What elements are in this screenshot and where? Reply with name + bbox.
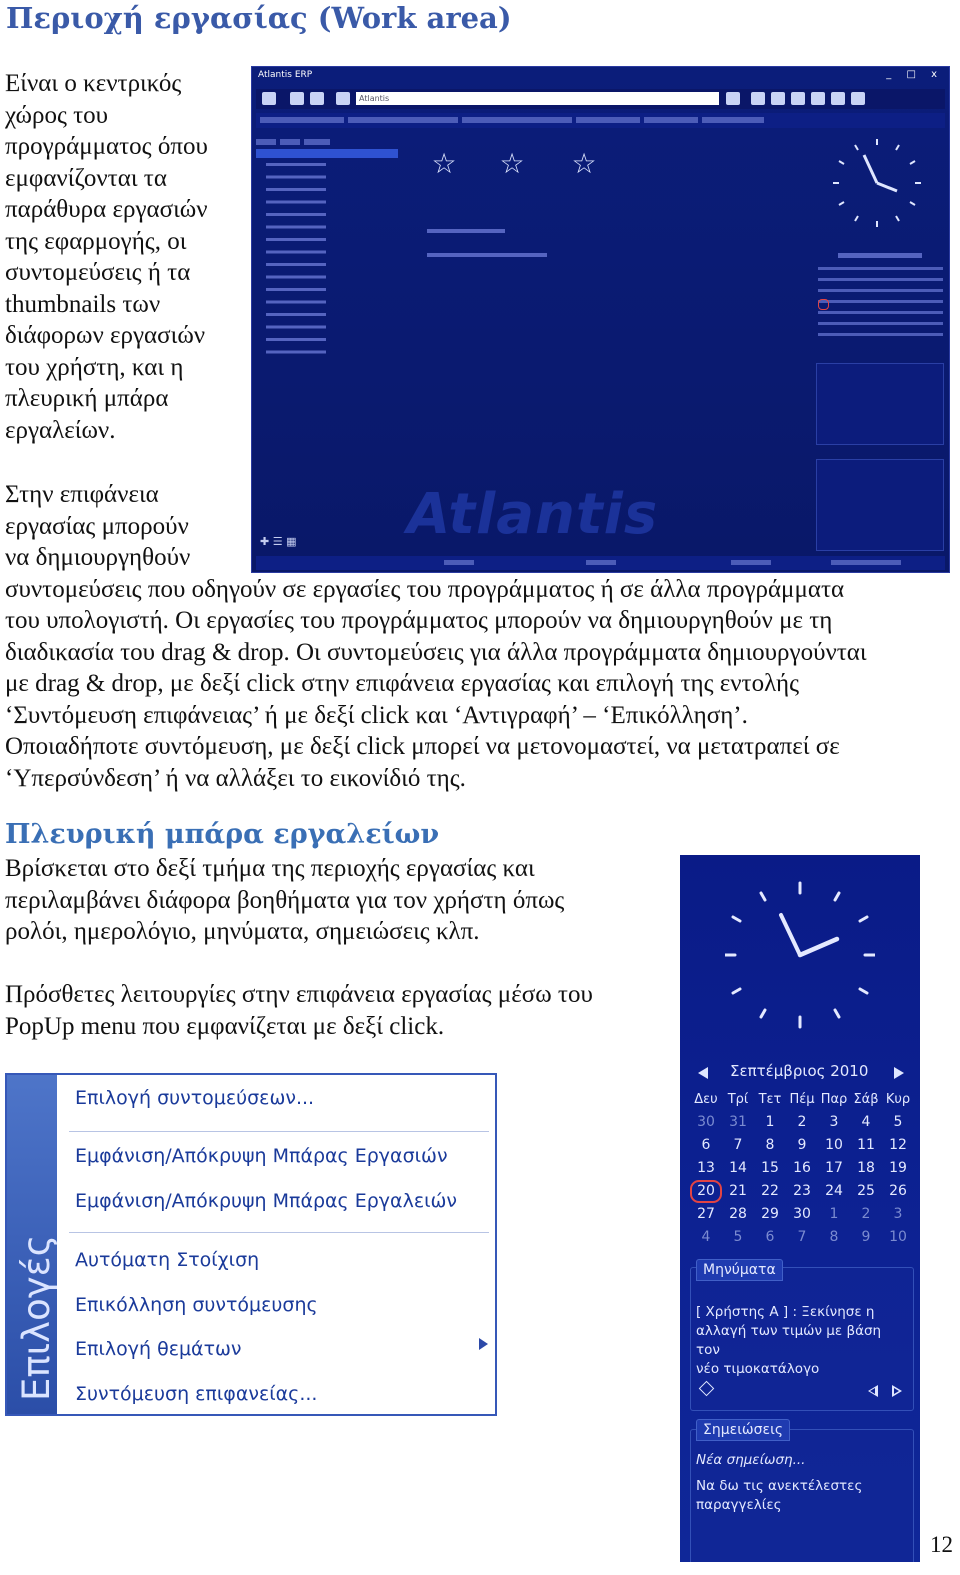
hour-hand [800,939,837,955]
text-line: συντομεύσεις ή τα [5,259,191,286]
status-field [586,560,616,565]
submenu-arrow-icon [479,1338,488,1350]
tool-icon[interactable] [751,92,765,105]
task-tab[interactable] [462,117,572,123]
calendar-week-row [690,1203,914,1226]
watermark-logo: Atlantis [407,482,659,547]
next-message-icon-inner [894,1388,899,1394]
task-tab[interactable] [702,117,764,123]
calendar-day[interactable]: 1 [765,1114,775,1130]
message-line: αλλαγή των τιμών με βάση τον [696,1323,882,1358]
calendar-day[interactable]: 31 [729,1114,747,1130]
calendar-day[interactable]: 27 [697,1206,715,1222]
text-line: ρολόι, ημερολόγιο, μηνύματα, σημειώσεις κλπ. [5,918,480,945]
text-line: να δημιουργηθούν [5,544,191,571]
calendar-day[interactable]: 8 [765,1137,775,1153]
popup-menu [5,1073,497,1416]
calendar-grid [690,1088,914,1249]
new-note-link[interactable]: Νέα σημείωση... [696,1452,806,1468]
weekday-label: Πέμ [789,1092,815,1107]
sidebar-paragraph [5,853,665,948]
text-line: του χρήστη, και η [5,353,184,381]
menu-separator [69,1232,489,1233]
calendar-today[interactable]: 20 [690,1180,722,1203]
mini-today-marker [818,299,829,310]
weekday-label: Κυρ [885,1092,911,1107]
text-line: πλευρική μπάρα [5,385,169,412]
section-heading-sidebar: Πλευρική μπάρα εργαλείων [5,819,440,850]
star-icon[interactable]: ☆ [499,147,525,180]
text-line: προγράμματος όπου [5,133,208,160]
calendar-day[interactable]: 10 [889,1229,907,1245]
text-line: περιλαμβάνει διάφορα βοηθήματα για τον χρήστη όπως [5,886,565,914]
navigation-list[interactable] [266,163,326,363]
calendar-week-row [690,1157,914,1180]
menu-item-auto-arrange[interactable]: Αυτόματη Στοίχιση [75,1249,260,1271]
text-line: Βρίσκεται στο δεξί τμήμα της περιοχής εργασίας και [5,855,535,882]
notes-tab[interactable]: Σημειώσεις [696,1419,790,1441]
calendar-next-icon[interactable] [894,1067,904,1079]
calendar-week-row [690,1226,914,1249]
calendar-week-row [690,1134,914,1157]
calendar-week-row [690,1111,914,1134]
menu-item-toggle-taskbar[interactable]: Εμφάνιση/Απόκρυψη Μπάρας Εργασιών [75,1145,448,1167]
task-tab[interactable] [644,117,698,123]
task-tab[interactable] [260,117,344,123]
forward-icon[interactable] [310,92,324,105]
calendar-day[interactable]: 17 [825,1160,843,1176]
star-icon[interactable]: ☆ [571,147,597,180]
navigation-panel [256,137,398,537]
calendar-day[interactable]: 7 [733,1137,743,1153]
mini-notes-panel [816,459,944,551]
text-line: thumbnails των [5,290,161,318]
calendar-day[interactable]: 6 [765,1229,775,1245]
shortcut-caption [427,253,547,257]
shortcut-caption [427,229,505,233]
calendar-weekday-row [690,1088,914,1111]
calendar-day[interactable]: 2 [861,1206,871,1222]
mini-clock [827,133,927,233]
calendar-day[interactable]: 16 [793,1160,811,1176]
calendar-day[interactable]: 3 [829,1114,839,1130]
text-line: διαδικασία του drag & drop. Οι συντομεύσεις για άλλα προγράμματα δημιουργούνται [5,638,867,666]
search-input[interactable]: Atlantis [356,92,719,105]
text-line: εμφανίζονται τα [5,164,167,192]
menu-side-label: Επιλογές [15,1234,58,1401]
navigation-tab[interactable] [280,139,300,145]
calendar-day[interactable]: 4 [861,1114,871,1130]
text-line: ‘Συντόμευση επιφάνειας’ ή με δεξί click και ‘Αντιγραφή’ – ‘Επικόλληση’. [5,701,748,729]
calendar-week-row [690,1180,914,1203]
calendar-day[interactable]: 5 [733,1229,743,1245]
popup-paragraph [5,979,665,1042]
text-line: Στην επιφάνεια [5,481,159,508]
mini-calendar-title [838,253,922,258]
calendar-day[interactable]: 9 [861,1229,871,1245]
mini-calendar-days [818,267,943,337]
text-line: διάφορων εργασιών [5,322,206,349]
calendar-day[interactable]: 22 [761,1183,779,1199]
note-line: Να δω τις ανεκτέλεστες [696,1478,863,1494]
calendar-day[interactable]: 5 [893,1114,903,1130]
tool-icon[interactable] [791,92,805,105]
section-heading-work-area: Περιοχή εργασίας (Work area) [6,1,512,35]
status-field [444,560,474,565]
menu-item-select-shortcuts[interactable]: Επιλογή συντομεύσεων... [75,1087,315,1109]
weekday-label: Τρί [727,1092,749,1107]
go-icon[interactable] [726,92,740,105]
calendar-month-title: Σεπτέμβριος 2010 [730,1062,869,1080]
navigation-tab[interactable] [256,139,276,145]
weekday-label: Δευ [694,1092,718,1107]
task-tab[interactable] [348,117,458,123]
note-line: παραγγελίες [696,1497,782,1513]
calendar-day[interactable]: 25 [857,1183,875,1199]
calendar-day[interactable]: 12 [889,1137,907,1153]
menu-item-toggle-toolbar[interactable]: Εμφάνιση/Απόκρυψη Μπάρας Εργαλειών [75,1190,458,1212]
task-tab[interactable] [576,117,640,123]
text-line: PopUp menu που εμφανίζεται με δεξί click. [5,1012,445,1040]
text-line: Οποιαδήποτε συντόμευση, με δεξί click μπορεί να μετονομαστεί, να μετατραπεί σε [5,733,840,760]
calendar-day[interactable]: 21 [729,1183,747,1199]
page-number: 12 [930,1532,953,1557]
calendar-day[interactable]: 8 [829,1229,839,1245]
text-line: συντομεύσεις που οδηγούν σε εργασίες του προγράμματος ή σε άλλα προγράμματα [5,575,845,603]
window-title: Atlantis ERP [258,70,313,80]
tool-icon[interactable] [831,92,845,105]
text-line: εργαλείων. [5,416,116,444]
text-line: με drag & drop, με δεξί click στην επιφάνεια εργασίας και επιλογή της εντολής [5,670,799,697]
bottom-toolbar-icons[interactable]: ✚ ☰ ▦ [260,535,297,548]
status-field [731,560,771,565]
calendar-prev-icon[interactable] [698,1067,708,1079]
text-line: της εφαρμογής, οι [5,227,187,255]
message-text [696,1303,906,1379]
calendar-day[interactable]: 1 [829,1206,839,1222]
calendar-day[interactable]: 26 [889,1183,907,1199]
text-line: του υπολογιστή. Οι εργασίες του προγράμματος μπορούν να δημιουργηθούν με τη [5,607,833,634]
navigation-tab[interactable] [304,139,330,145]
status-bar [256,556,945,570]
calendar-day[interactable]: 9 [797,1137,807,1153]
window-controls[interactable]: _ □ x [886,69,943,80]
calendar-day[interactable]: 15 [761,1160,779,1176]
tool-icon[interactable] [811,92,825,105]
star-icon[interactable]: ☆ [431,147,457,180]
navigation-tabs [256,137,398,147]
note-text [696,1477,906,1515]
calendar-day[interactable]: 6 [701,1137,711,1153]
calendar-day[interactable]: 3 [893,1206,903,1222]
menu-item-paste-shortcut[interactable]: Επικόλληση συντόμευσης [75,1294,318,1316]
calendar-day[interactable]: 30 [697,1114,715,1130]
text-line: Είναι ο κεντρικός [5,70,182,97]
calendar-day[interactable]: 19 [889,1160,907,1176]
calendar-day[interactable]: 14 [729,1160,747,1176]
tools-sidebar [680,855,920,1562]
weekday-label: Παρ [820,1092,848,1107]
tool-icon[interactable] [851,92,865,105]
calendar-day[interactable]: 7 [797,1229,807,1245]
menu-separator [69,1131,489,1132]
menu-item-desktop-shortcut[interactable]: Συντόμευση επιφανείας... [75,1383,318,1405]
toolbar [256,89,945,109]
back-icon[interactable] [290,92,304,105]
text-line: παράθυρα εργασιών [5,196,208,223]
intro-paragraph [5,68,245,446]
minute-hand [781,915,800,955]
messages-tab[interactable]: Μηνύματα [696,1259,783,1281]
calendar-day[interactable]: 2 [797,1114,807,1130]
task-tabs [256,113,945,128]
calendar-day[interactable]: 23 [793,1183,811,1199]
calendar-day[interactable]: 4 [701,1229,711,1245]
previous-message-icon-inner [870,1388,875,1394]
message-line: νέο τιμοκατάλογο [696,1361,820,1377]
calendar-day[interactable]: 28 [729,1206,747,1222]
calendar-day[interactable]: 11 [857,1137,875,1153]
weekday-label: Σάβ [853,1092,879,1107]
status-field [831,560,901,565]
analog-clock [725,877,875,1037]
tool-icon[interactable] [771,92,785,105]
calendar-day[interactable]: 18 [857,1160,875,1176]
text-line: εργασίας μπορούν [5,512,189,540]
menu-item-select-themes[interactable]: Επιλογή θεμάτων [75,1338,242,1360]
calendar-day[interactable]: 29 [761,1206,779,1222]
text-line: χώρος του [5,101,109,129]
home-icon[interactable] [336,92,350,105]
mini-messages-panel [816,363,944,445]
menu-icon[interactable] [262,92,276,105]
text-line: Πρόσθετες λειτουργίες στην επιφάνεια εργασίας μέσω του [5,981,593,1008]
text-line: ‘Υπερσύνδεση’ ή να αλλάξει το εικονίδιό της. [5,764,466,792]
message-line: [ Χρήστης Α ] : Ξεκίνησε η [696,1304,875,1320]
application-screenshot [251,66,950,573]
calendar-day[interactable]: 30 [793,1206,811,1222]
calendar-day[interactable]: 24 [825,1183,843,1199]
calendar-day[interactable]: 10 [825,1137,843,1153]
weekday-label: Τετ [758,1092,782,1107]
calendar-day[interactable]: 13 [697,1160,715,1176]
selected-navigation-item[interactable] [256,149,398,158]
mini-calendar [818,253,943,343]
